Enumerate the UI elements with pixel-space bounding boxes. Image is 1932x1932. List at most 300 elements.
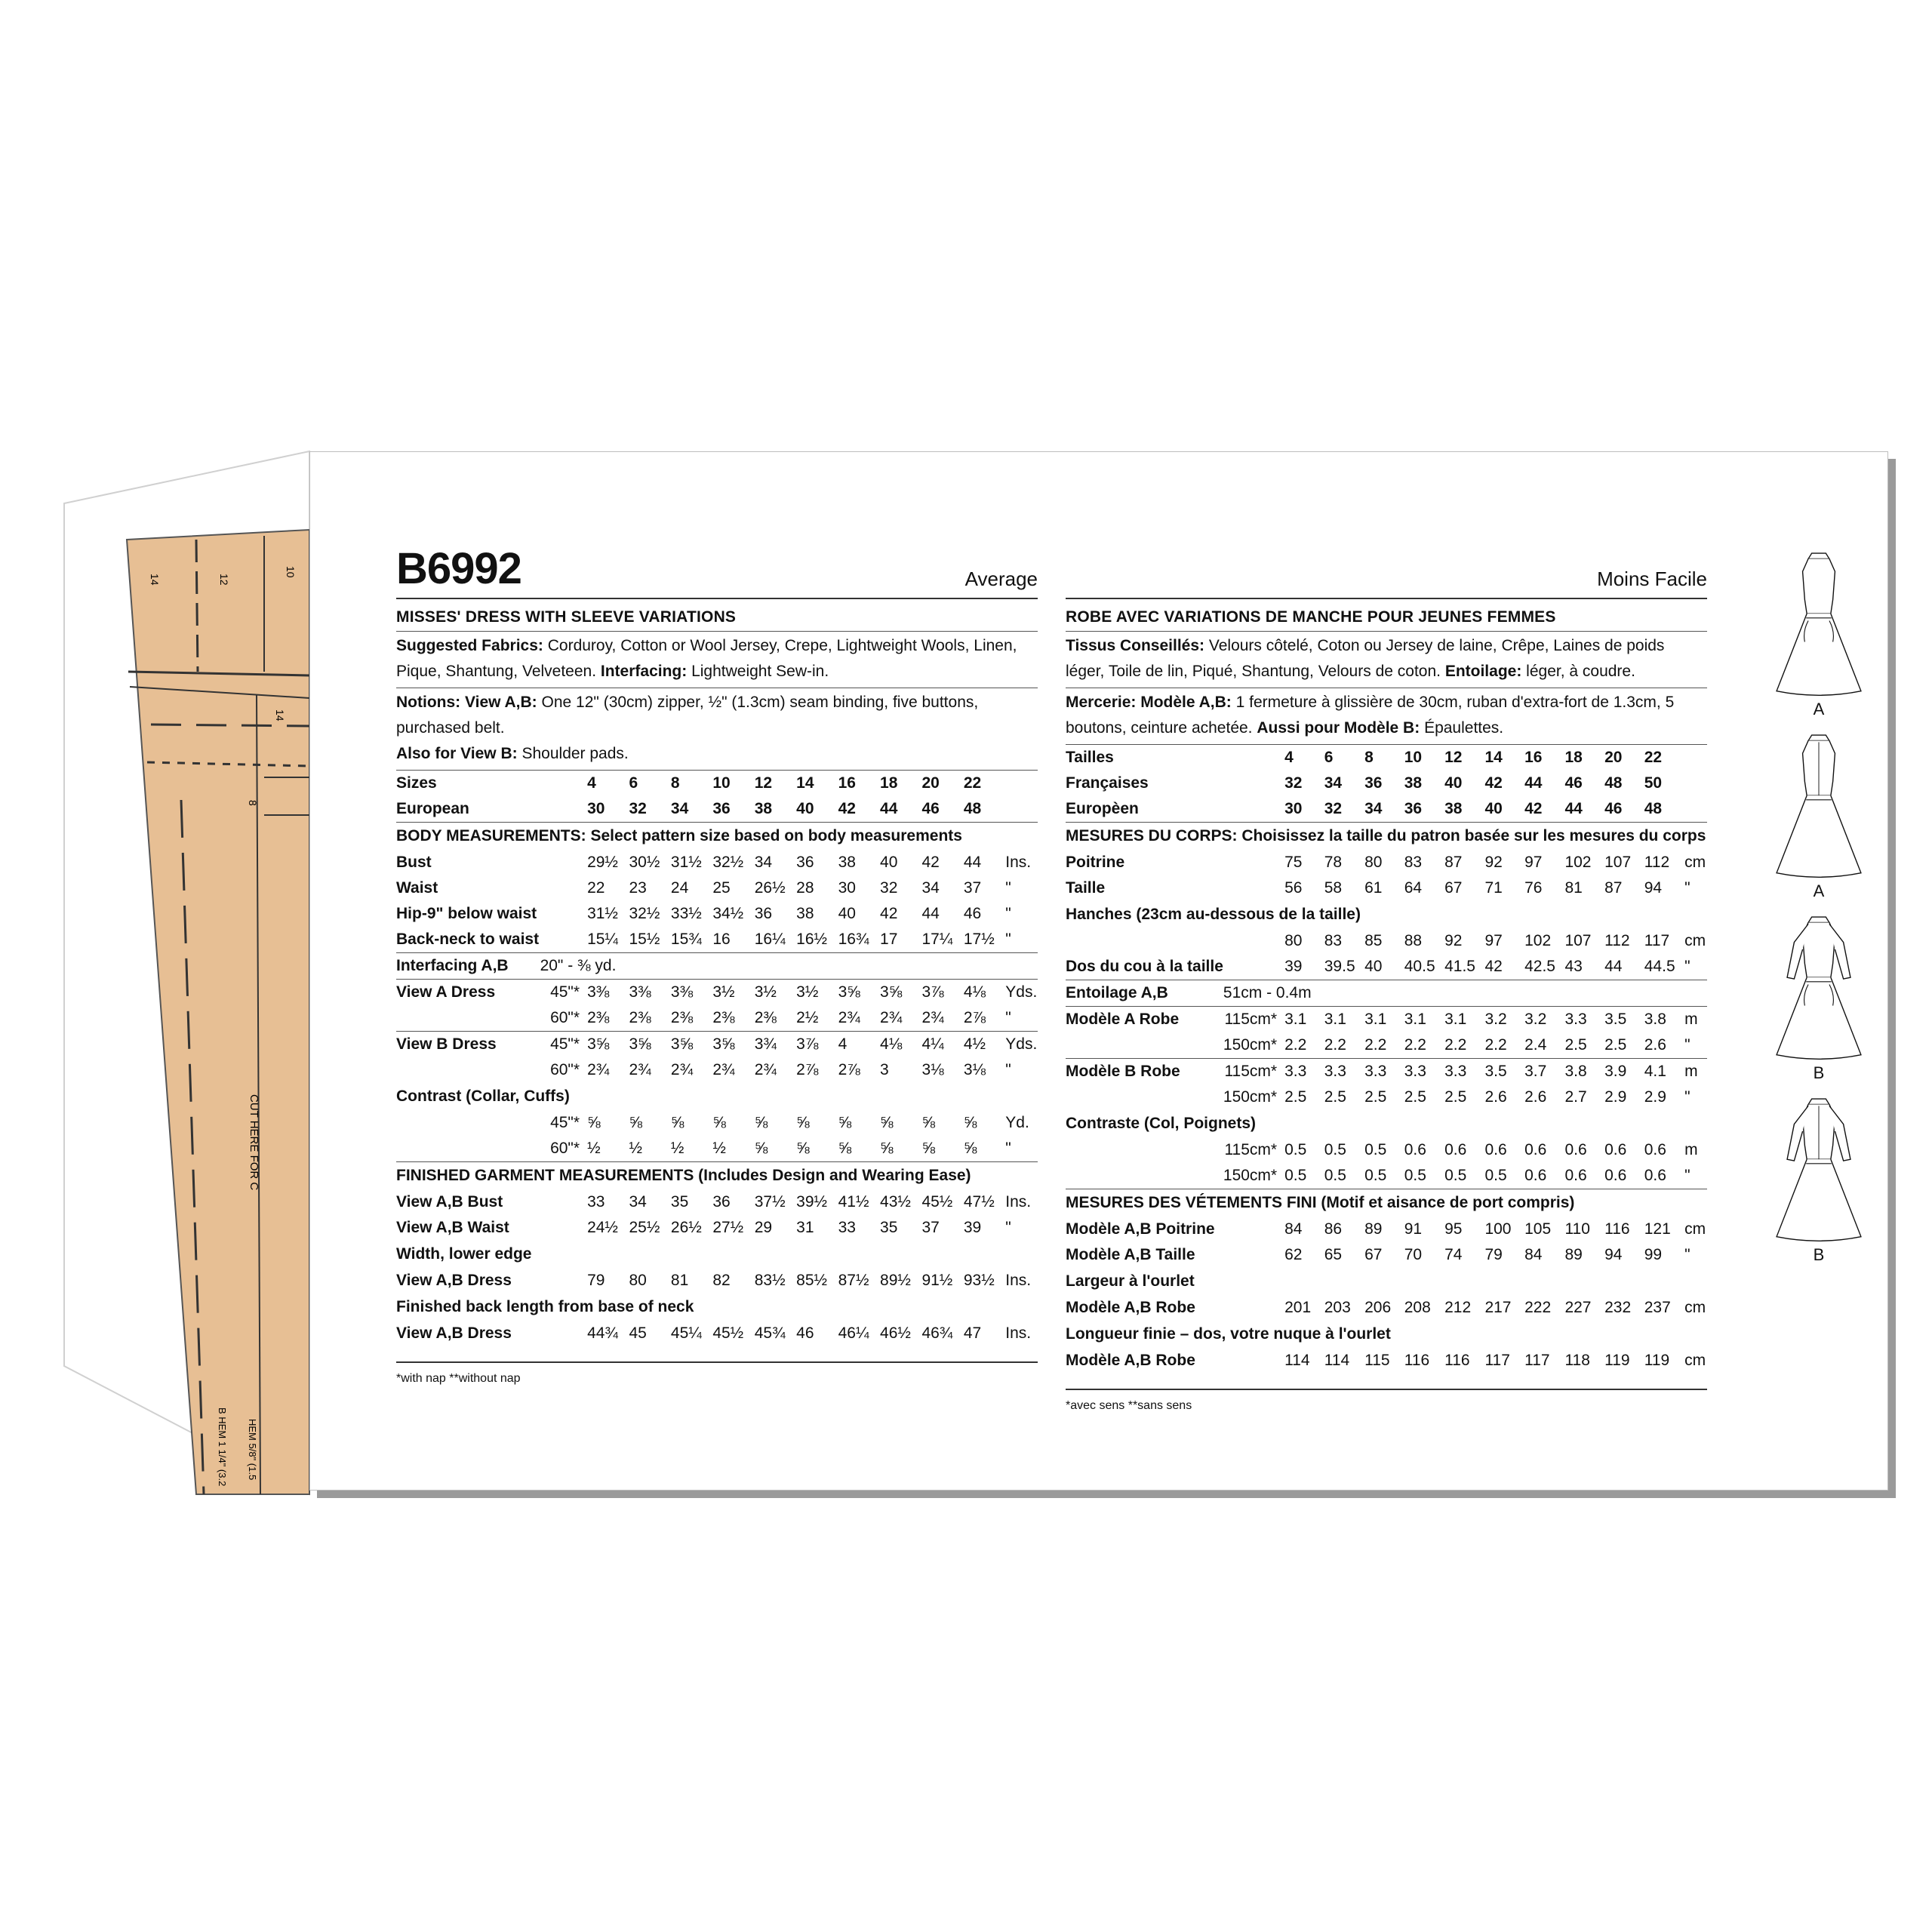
section-header: BODY MEASUREMENTS: Select pattern size based on body measurements (396, 827, 962, 844)
row-label: Modèle A,B Poitrine (1066, 1220, 1215, 1238)
row-unit: m (1684, 1141, 1698, 1158)
row-unit: " (1684, 1088, 1690, 1106)
table-cell: 40 (1364, 954, 1404, 980)
table-cell: 29½ (587, 854, 618, 871)
table-cell: 87 (1604, 879, 1623, 897)
table-cell: 20 (1604, 749, 1623, 766)
table-cell: 2½ (796, 1005, 838, 1032)
table-cell: 44.5 (1644, 954, 1684, 980)
table-cell: 42 (1524, 796, 1564, 823)
table-cell: 15½ (629, 927, 670, 953)
table-cell: 0.6 (1644, 1163, 1684, 1189)
row-label: Back-neck to waist (396, 927, 540, 953)
table-cell: 39 (963, 1219, 982, 1236)
table-cell: 48 (1604, 774, 1623, 792)
table-cell: ⅝ (670, 1114, 685, 1131)
table-cell: 16 (712, 927, 754, 953)
table-row (1066, 1217, 1707, 1242)
table-cell: ⅝ (838, 1136, 880, 1162)
row-label (396, 1005, 540, 1032)
table-cell: 83 (1404, 854, 1423, 871)
table-cell: 80 (1364, 854, 1383, 871)
table-cell: 39½ (796, 1193, 828, 1211)
table-cell: 37½ (754, 1193, 786, 1211)
table-cell: 32 (880, 879, 898, 897)
table-row (396, 927, 1038, 953)
row-unit: " (1684, 1246, 1690, 1263)
table-cell: 16 (1524, 749, 1543, 766)
table-cell: 3⅞ (921, 983, 944, 1001)
table-cell: 2¾ (921, 1005, 963, 1032)
table-cell: 26½ (754, 879, 786, 897)
table-cell: 71 (1484, 879, 1503, 897)
interfacing-row (396, 953, 1038, 980)
table-cell: 70 (1404, 1246, 1423, 1263)
table-cell: 85½ (796, 1272, 828, 1289)
section-header-row (1066, 1189, 1707, 1217)
notions-label: Mercerie: Modèle A,B: (1066, 694, 1232, 711)
table-cell: 37 (921, 1219, 940, 1236)
view-label: A (1813, 881, 1825, 900)
table-cell: 2.5 (1444, 1088, 1467, 1106)
table-cell: 17¼ (921, 927, 963, 953)
french-column (1066, 543, 1707, 1413)
table-cell: 3⅝ (880, 983, 903, 1001)
row-label: Interfacing A,B (396, 953, 540, 980)
table-cell: 4 (838, 1035, 848, 1053)
table-cell: 89 (1364, 1220, 1383, 1238)
row-unit (1684, 796, 1707, 823)
table-cell: 2¾ (629, 1061, 651, 1078)
table-cell: 203 (1324, 1299, 1351, 1316)
table-cell: 81 (1564, 879, 1583, 897)
pattern-title: ROBE AVEC VARIATIONS DE MANCHE POUR JEUNES FEMMES (1066, 608, 1707, 632)
table-cell: 46 (1604, 796, 1644, 823)
table-cell: 2¾ (670, 1061, 694, 1078)
table-row (1066, 1007, 1707, 1033)
row-label (396, 1057, 540, 1083)
table-cell: 44¾ (587, 1324, 618, 1342)
table-cell: ⅝ (880, 1114, 894, 1131)
table-cell: 25½ (629, 1219, 660, 1236)
section-header-row (396, 1083, 1038, 1110)
table-cell: 38 (796, 905, 814, 922)
footnote: *with nap **without nap (396, 1372, 521, 1385)
table-row (1066, 1084, 1707, 1110)
table-cell: 3⅝ (670, 1035, 694, 1053)
table-cell: 42 (838, 796, 880, 823)
row-label: Europèen (1066, 796, 1223, 823)
table-cell: 18 (1564, 749, 1583, 766)
row-label (396, 1136, 540, 1162)
pattern-number: 14 (149, 574, 161, 586)
table-cell: 2.2 (1404, 1032, 1444, 1059)
row-width: 150cm* (1223, 1088, 1278, 1106)
table-cell: 4 (587, 774, 596, 792)
table-cell: 94 (1604, 1246, 1623, 1263)
table-cell: 44 (1564, 796, 1604, 823)
table-cell: 0.6 (1644, 1141, 1666, 1158)
table-cell: 0.5 (1364, 1163, 1404, 1189)
notions-text: 1 fermeture à glissière de 30cm, ruban d'extra-fort de 1.3cm, 5 boutons, ceinture achetée. (1066, 694, 1675, 737)
table-cell: 2.2 (1324, 1032, 1364, 1059)
table-cell: 17 (880, 927, 921, 953)
row-width (1223, 875, 1284, 901)
row-unit: " (1005, 1005, 1038, 1032)
table-cell: 2⅜ (671, 1005, 712, 1032)
table-cell: 201 (1284, 1299, 1312, 1316)
spacer (396, 1346, 1038, 1362)
table-cell: 45 (629, 1324, 647, 1342)
table-cell: 93½ (963, 1272, 995, 1289)
table-row (1066, 1137, 1707, 1163)
dress-sketch-2 (1766, 725, 1872, 880)
table-cell: 22 (963, 774, 982, 792)
row-unit: " (1684, 1032, 1707, 1059)
table-cell: 15¾ (671, 927, 712, 953)
table-cell: 45½ (712, 1324, 744, 1342)
row-unit: Yds. (1005, 983, 1038, 1001)
row-width (540, 1189, 587, 1215)
table-cell: 16¾ (838, 927, 880, 953)
table-cell: 2¾ (587, 1061, 610, 1078)
table-cell: 17½ (964, 927, 1005, 953)
table-row (1066, 771, 1707, 796)
table-row (396, 771, 1038, 796)
table-cell: 92 (1484, 854, 1503, 871)
table-cell: 102 (1564, 854, 1592, 871)
table-cell: 65 (1324, 1246, 1343, 1263)
pattern-number: 14 (274, 709, 286, 721)
row-width: 150cm* (1223, 1163, 1284, 1189)
row-width (540, 850, 587, 875)
table-cell: 38 (1444, 796, 1484, 823)
table-cell: 83½ (754, 1272, 786, 1289)
fabrics-label: Tissus Conseillés: (1066, 637, 1205, 654)
table-cell: 3.1 (1404, 1011, 1426, 1028)
difficulty-level: Moins Facile (1597, 568, 1707, 590)
table-cell: 0.6 (1564, 1163, 1604, 1189)
table-cell: 118 (1564, 1352, 1590, 1369)
pattern-tissue-illustration (0, 445, 317, 1502)
table-cell: 56 (1284, 879, 1303, 897)
row-label: Bust (396, 854, 432, 871)
pattern-number: 8 (247, 800, 259, 806)
table-cell: 3.1 (1324, 1011, 1346, 1028)
spacer-row (1066, 1374, 1707, 1389)
table-cell: 44 (921, 905, 940, 922)
table-row (396, 1110, 1038, 1136)
table-row (396, 1005, 1038, 1032)
row-width (540, 1268, 587, 1294)
table-cell: 2.4 (1524, 1032, 1564, 1059)
table-cell: 31½ (670, 854, 702, 871)
table-cell: 36 (1404, 796, 1444, 823)
table-row (396, 980, 1038, 1006)
table-cell: 6 (629, 774, 638, 792)
row-width: 60"* (540, 1005, 587, 1032)
row-width: 115cm* (1224, 1011, 1278, 1028)
alsob-label: Also for View B: (396, 745, 518, 762)
table-cell: ⅝ (796, 1136, 838, 1162)
table-cell: 79 (587, 1272, 605, 1289)
row-width: 60"* (550, 1061, 580, 1078)
table-cell: 116 (1604, 1220, 1630, 1238)
table-cell: 2⅜ (629, 1005, 670, 1032)
table-cell: 36 (712, 796, 754, 823)
table-cell: 117 (1644, 932, 1670, 949)
row-label: View A Dress (396, 983, 496, 1001)
section-header: Hanches (23cm au-dessous de la taille) (1066, 906, 1361, 923)
sizes-table (1066, 745, 1707, 1390)
row-width (1223, 745, 1284, 771)
alsob-label: Aussi pour Modèle B: (1257, 719, 1420, 737)
table-cell: 45½ (921, 1193, 953, 1211)
table-cell: 33½ (670, 905, 702, 922)
table-cell: 94 (1644, 879, 1663, 897)
table-cell: 2⅜ (755, 1005, 796, 1032)
row-label: View A,B Dress (396, 1272, 512, 1289)
table-cell: 3.3 (1444, 1063, 1467, 1080)
table-cell: 3.3 (1564, 1011, 1587, 1028)
table-cell: 8 (670, 774, 680, 792)
row-label: Modèle A,B Robe (1066, 1299, 1195, 1316)
table-cell: ½ (629, 1136, 670, 1162)
table-cell: 43½ (880, 1193, 911, 1211)
table-cell: 47½ (963, 1193, 995, 1211)
table-cell: 217 (1484, 1299, 1512, 1316)
table-row (396, 1268, 1038, 1294)
table-cell: 2.5 (1324, 1088, 1346, 1106)
dress-sketch-1 (1766, 543, 1872, 698)
table-cell: 38 (755, 796, 796, 823)
table-cell: 2⅜ (712, 1005, 754, 1032)
table-cell: 38 (1404, 774, 1423, 792)
table-row (1066, 928, 1707, 954)
table-cell: 44 (1524, 774, 1543, 792)
table-cell: 3.2 (1524, 1011, 1547, 1028)
table-cell: 3.1 (1364, 1011, 1387, 1028)
table-cell: 34½ (712, 905, 744, 922)
row-unit: Yd. (1005, 1114, 1029, 1131)
table-cell: 46 (1564, 774, 1583, 792)
row-unit: cm (1684, 932, 1706, 949)
table-cell: 58 (1324, 879, 1343, 897)
table-cell: 2.2 (1444, 1032, 1484, 1059)
spacer (1066, 1374, 1707, 1389)
table-cell: 2.5 (1364, 1088, 1387, 1106)
table-cell: 3.8 (1564, 1063, 1587, 1080)
table-cell: 39 (1284, 954, 1324, 980)
table-cell: 2⅜ (587, 1005, 629, 1032)
table-cell: 29 (754, 1219, 773, 1236)
table-cell: 61 (1364, 879, 1383, 897)
table-cell: 45¾ (754, 1324, 786, 1342)
table-cell: 3⅝ (712, 1035, 735, 1053)
fabrics-text: Corduroy, Cotton or Wool Jersey, Crepe, Lightweight Wools, Linen, Pique, Shantung, Velveteen. (396, 637, 1017, 680)
row-unit: " (1684, 879, 1690, 897)
table-cell: 2¾ (838, 1005, 880, 1032)
row-width: 45"* (550, 1035, 580, 1053)
footnote: *avec sens **sans sens (1066, 1399, 1192, 1412)
table-cell: 40 (796, 796, 838, 823)
table-cell: 3.3 (1364, 1063, 1387, 1080)
table-cell: 31 (796, 1219, 814, 1236)
table-cell: 0.5 (1484, 1163, 1524, 1189)
table-cell: 3.8 (1644, 1011, 1666, 1028)
table-cell: 2⅞ (838, 1061, 860, 1078)
table-cell: 2.9 (1644, 1088, 1666, 1106)
row-label (396, 1110, 540, 1136)
table-cell: 4½ (963, 1035, 986, 1053)
row-label: View A,B Dress (396, 1324, 512, 1342)
table-cell: 117 (1524, 1352, 1550, 1369)
table-cell: 0.6 (1604, 1163, 1644, 1189)
table-row (396, 850, 1038, 875)
table-cell: 62 (1284, 1246, 1303, 1263)
table-row (1066, 1032, 1707, 1059)
table-cell: 3.5 (1604, 1011, 1627, 1028)
view-label: A (1813, 700, 1825, 718)
table-cell: 27½ (712, 1219, 744, 1236)
row-width: 45"* (550, 1114, 580, 1131)
row-label: View B Dress (396, 1035, 497, 1053)
row-label: Modèle A Robe (1066, 1011, 1180, 1028)
row-width (1223, 1242, 1284, 1268)
interfacing-label: Interfacing: (600, 663, 688, 680)
table-cell: 30½ (629, 854, 660, 871)
table-cell: 20 (921, 774, 940, 792)
table-cell: 50 (1644, 774, 1663, 792)
row-label: European (396, 796, 540, 823)
table-cell: 3⅝ (587, 1035, 610, 1053)
table-cell: 102 (1524, 932, 1552, 949)
table-cell: 40.5 (1404, 954, 1444, 980)
table-cell: 2⅞ (964, 1005, 1005, 1032)
row-label: Taille (1066, 879, 1106, 897)
table-row (396, 875, 1038, 901)
table-row (1066, 796, 1707, 823)
table-cell: 105 (1524, 1220, 1552, 1238)
pattern-title: MISSES' DRESS WITH SLEEVE VARIATIONS (396, 608, 1038, 632)
difficulty-level: Average (964, 568, 1038, 590)
table-cell: 85 (1364, 932, 1383, 949)
row-label: Modèle A,B Taille (1066, 1246, 1195, 1263)
table-cell: ½ (587, 1136, 629, 1162)
table-row (1066, 1348, 1707, 1374)
header-row (1066, 543, 1707, 599)
table-cell: 12 (754, 774, 773, 792)
table-cell: 42.5 (1524, 954, 1564, 980)
table-cell: 76 (1524, 879, 1543, 897)
table-cell: 3⅞ (796, 1035, 819, 1053)
table-cell: 16 (838, 774, 856, 792)
table-cell: 44 (880, 796, 921, 823)
table-cell: 119 (1604, 1352, 1630, 1369)
table-cell: 2.5 (1604, 1032, 1644, 1059)
row-unit: " (1005, 879, 1011, 897)
b-hem-label: B HEM 1 1/4" (3.2 (217, 1407, 228, 1487)
table-cell: 37 (963, 879, 982, 897)
table-cell: 3½ (754, 983, 777, 1001)
row-unit: Ins. (1005, 1324, 1032, 1342)
table-cell: 36 (1364, 774, 1383, 792)
table-cell: 34 (1324, 774, 1343, 792)
table-cell: 48 (1644, 796, 1684, 823)
table-cell: 78 (1324, 854, 1343, 871)
table-cell: 212 (1444, 1299, 1472, 1316)
row-width (540, 875, 587, 901)
table-cell: 48 (964, 796, 1005, 823)
row-unit: cm (1684, 1220, 1706, 1238)
interfacing-text: Lightweight Sew-in. (691, 663, 829, 680)
pattern-number: 10 (285, 566, 297, 578)
table-cell: 80 (1284, 932, 1303, 949)
row-width (540, 796, 587, 823)
table-cell: 2.2 (1484, 1032, 1524, 1059)
table-cell: 0.5 (1324, 1141, 1346, 1158)
table-cell: 10 (1404, 749, 1423, 766)
pattern-code: B6992 (396, 544, 521, 593)
table-cell: 42 (1484, 774, 1503, 792)
dress-sketch-4 (1766, 1089, 1872, 1244)
interfacing-label: Entoilage: (1444, 663, 1522, 680)
table-cell: 16½ (796, 927, 838, 953)
table-cell: ⅝ (796, 1114, 810, 1131)
row-label: View A,B Bust (396, 1193, 503, 1211)
row-label: Dos du cou à la taille (1066, 954, 1223, 980)
row-width (1223, 796, 1284, 823)
table-cell: 32½ (712, 854, 744, 871)
table-cell: 34 (754, 854, 773, 871)
table-cell: 87 (1444, 854, 1463, 871)
fabrics-paragraph (1066, 632, 1707, 688)
notions-label: Notions: View A,B: (396, 694, 537, 711)
table-cell: 32 (1324, 796, 1364, 823)
table-row (396, 1321, 1038, 1346)
table-cell: 41½ (838, 1193, 869, 1211)
table-cell: 2¾ (712, 1061, 735, 1078)
row-width (540, 1321, 587, 1346)
fabrics-paragraph (396, 632, 1038, 688)
table-cell: ⅝ (629, 1114, 642, 1131)
table-cell: 2.5 (1284, 1088, 1307, 1106)
table-cell: 114 (1324, 1352, 1350, 1369)
table-cell: 42 (921, 854, 940, 871)
table-cell: ⅝ (754, 1114, 768, 1131)
table-cell: 44 (963, 854, 982, 871)
table-cell: 2.5 (1564, 1032, 1604, 1059)
table-cell: 46 (963, 905, 982, 922)
view-illustrations (1758, 543, 1879, 1271)
section-header-row (1066, 901, 1707, 928)
pattern-number: 12 (218, 574, 230, 586)
row-label (1066, 1084, 1223, 1110)
table-cell: 97 (1524, 854, 1543, 871)
table-cell: 89 (1564, 1246, 1583, 1263)
hem-label: HEM 5/8" (1.5 (247, 1419, 258, 1481)
table-cell: 2.5 (1404, 1088, 1426, 1106)
table-cell: 46¼ (838, 1324, 869, 1342)
table-cell: ½ (712, 1136, 754, 1162)
english-column (396, 543, 1038, 1386)
table-cell: 3.9 (1604, 1063, 1627, 1080)
section-header-row (396, 1162, 1038, 1190)
table-cell: 74 (1444, 1246, 1463, 1263)
table-cell: 3.2 (1484, 1011, 1507, 1028)
table-cell: 36 (712, 1193, 731, 1211)
section-header-row (1066, 1321, 1707, 1348)
